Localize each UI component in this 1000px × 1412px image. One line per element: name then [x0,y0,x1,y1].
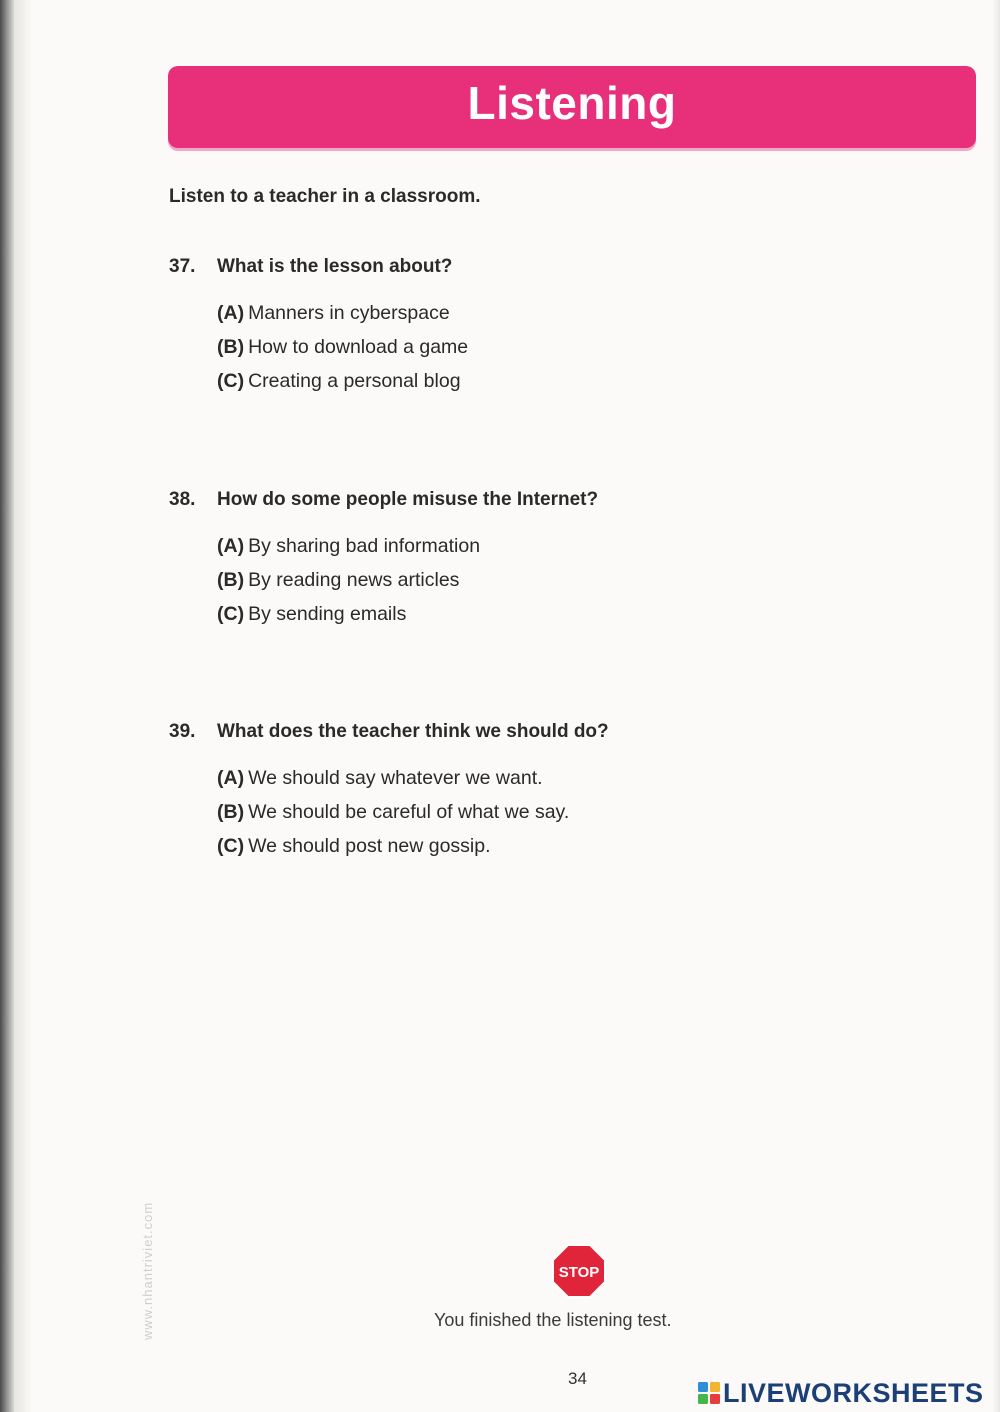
question-39 [169,721,929,869]
question-37 [169,256,929,404]
instruction-text: Listen to a teacher in a classroom. [169,186,481,207]
option-letter: (B) [217,801,245,823]
option-text: By sharing bad information [248,535,481,557]
question-number: 37. [169,256,196,277]
option-text: We should be careful of what we say. [248,801,570,823]
option-text: Manners in cyberspace [248,302,450,324]
option-b[interactable] [217,801,929,835]
option-letter: (A) [217,302,245,324]
option-letter: (A) [217,535,245,557]
option-text: We should say whatever we want. [248,767,543,789]
liveworksheets-logo[interactable] [698,1375,984,1411]
option-text: We should post new gossip. [248,835,491,857]
stop-sign-icon [552,1244,606,1298]
option-letter: (B) [217,569,245,591]
option-letter: (A) [217,767,245,789]
option-text: Creating a personal blog [248,370,461,392]
question-text: How do some people misuse the Internet? [217,489,599,510]
liveworksheets-icon [698,1382,720,1404]
option-text: By sending emails [248,603,407,625]
option-letter: (C) [217,370,245,392]
option-b[interactable] [217,569,929,603]
question-heading [169,721,929,743]
option-c[interactable] [217,603,929,637]
question-heading [169,256,929,278]
page-binding-edge [0,0,14,1412]
question-text: What is the lesson about? [217,256,453,277]
question-number: 39. [169,721,196,742]
liveworksheets-logo-text: LIVEWORKSHEETS [723,1377,984,1408]
answer-options [217,535,929,637]
option-b[interactable] [217,336,929,370]
stop-label: STOP [558,1264,600,1281]
option-letter: (B) [217,336,245,358]
question-number: 38. [169,489,196,510]
page-binding-shadow [14,0,32,1412]
page-title: Listening [467,77,677,129]
page-number: 34 [568,1369,587,1388]
answer-options [217,302,929,404]
page-right-edge [992,0,1000,1412]
question-text: What does the teacher think we should do? [217,721,609,742]
publisher-watermark: www.nhantriviet.com [140,1201,155,1340]
option-text: How to download a game [248,336,469,358]
question-38 [169,489,929,637]
finished-message: You finished the listening test. [434,1310,672,1330]
option-c[interactable] [217,370,929,404]
option-a[interactable] [217,302,929,336]
option-letter: (C) [217,603,245,625]
question-heading [169,489,929,511]
answer-options [217,767,929,869]
option-letter: (C) [217,835,245,857]
listening-banner [168,66,976,148]
option-a[interactable] [217,535,929,569]
option-a[interactable] [217,767,929,801]
option-text: By reading news articles [248,569,460,591]
option-c[interactable] [217,835,929,869]
